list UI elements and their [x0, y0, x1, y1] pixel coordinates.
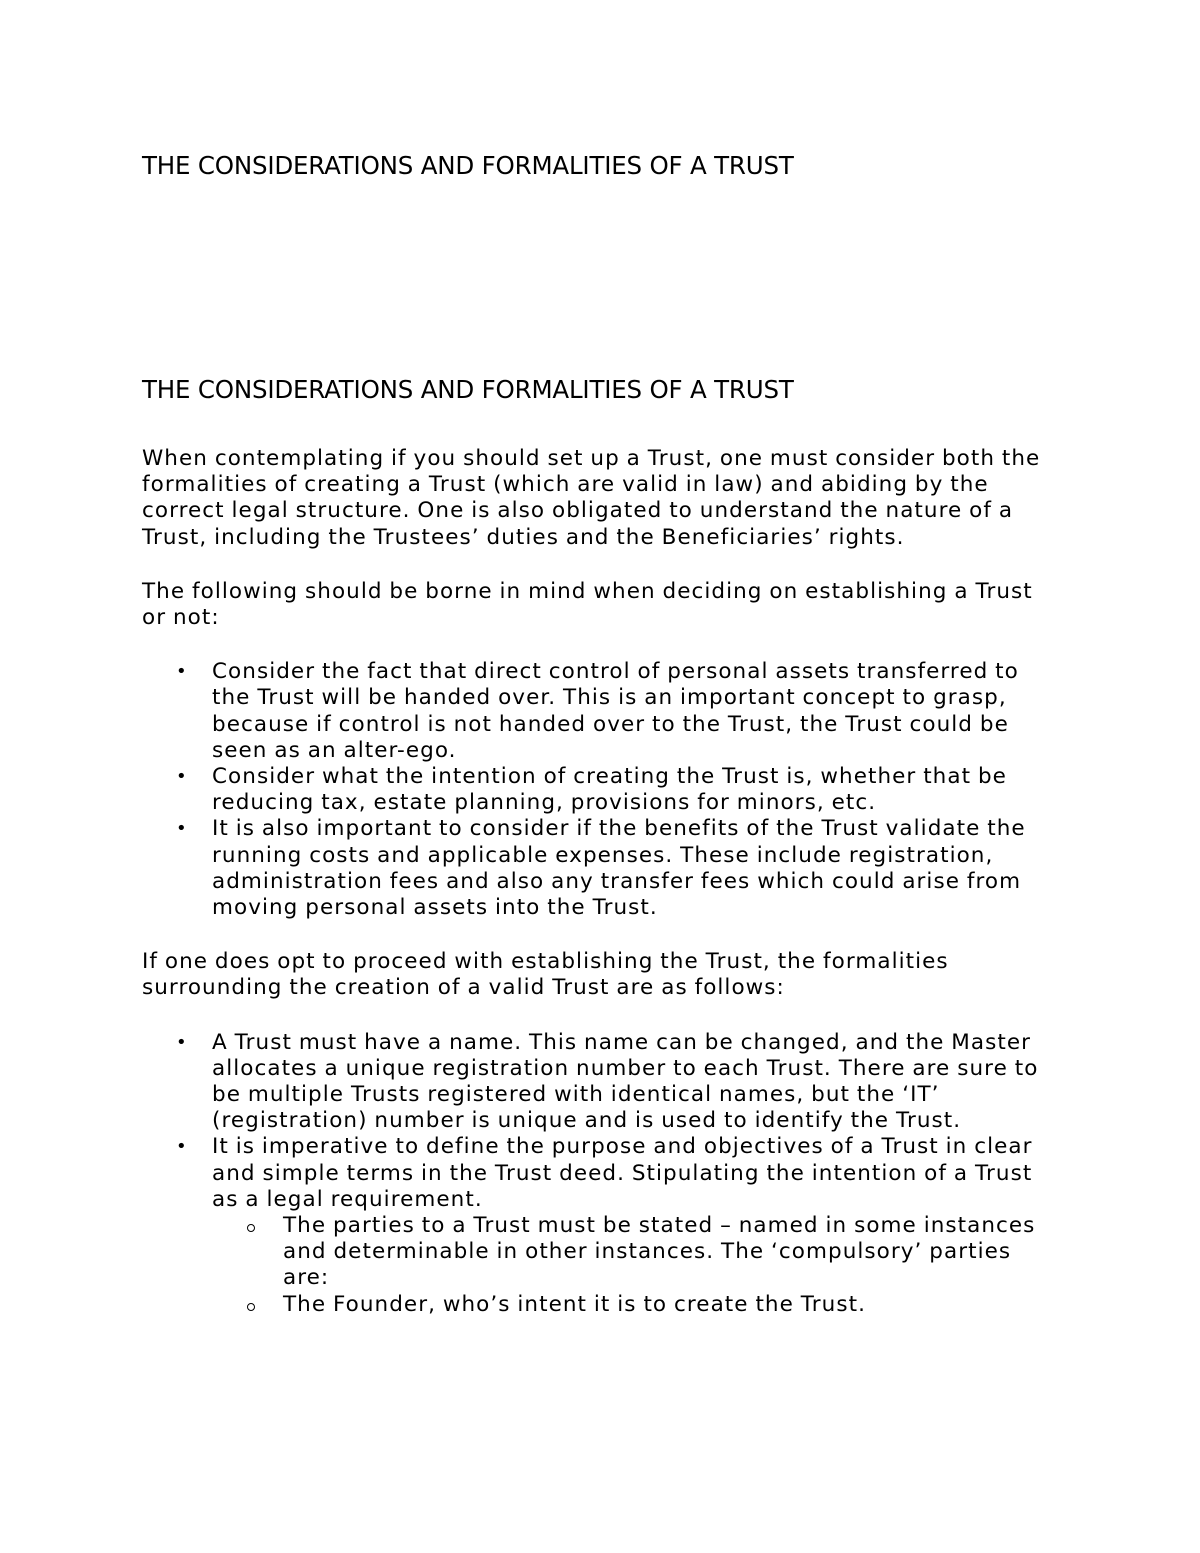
- list-item: [176, 1134, 1062, 1317]
- list-item: [176, 659, 1062, 764]
- list-item-text: It is imperative to define the purpose and objectives of a Trust in clear and simple terms in the Trust deed. Stipulating the intention of a Trust as a legal requirement.: [212, 1134, 1033, 1212]
- list-item-text: It is also important to consider if the benefits of the Trust validate the running costs and applicable expenses. These include registration, administration fees and also any transfer fees which could arise from moving personal assets into the Trust.: [212, 816, 1026, 921]
- bullet-icon: •: [176, 1031, 188, 1053]
- bullet-icon: •: [176, 661, 188, 683]
- sub-list-item-text: The Founder, who’s intent it is to create the Trust.: [283, 1291, 866, 1317]
- sub-list-item: [283, 1213, 1062, 1292]
- list-item: [176, 816, 1062, 921]
- hollow-bullet-icon: [247, 1224, 255, 1232]
- bullet-icon: •: [176, 1136, 188, 1158]
- bullet-icon: •: [176, 766, 188, 788]
- list-item: [176, 764, 1062, 816]
- sub-list-item: [283, 1292, 1062, 1318]
- document-body: [142, 446, 1062, 1318]
- document-title-main: THE CONSIDERATIONS AND FORMALITIES OF A TRUST: [142, 375, 794, 404]
- list-item-text: Consider what the intention of creating the Trust is, whether that be reducing tax, estate planning, provisions for minors, etc.: [212, 764, 1007, 816]
- sub-list: [212, 1213, 1062, 1318]
- considerations-list: [142, 659, 1062, 921]
- formalities-lead: If one does opt to proceed with establishing the Trust, the formalities surrounding the creation of a valid Trust are as follows:: [142, 949, 949, 1001]
- intro-paragraph: When contemplating if you should set up a Trust, one must consider both the formalities of creating a Trust (which are valid in law) and abiding by the correct legal structure. One is also obligated to understand the nature of a Trust, including the Trustees’ duties and the Beneficiaries’ rights.: [142, 446, 1041, 550]
- list-item: [176, 1029, 1062, 1135]
- formalities-list: [142, 1030, 1062, 1318]
- considerations-lead: The following should be borne in mind when deciding on establishing a Trust or not:: [142, 578, 1033, 631]
- bullet-icon: •: [176, 818, 188, 840]
- document-title-top: THE CONSIDERATIONS AND FORMALITIES OF A TRUST: [142, 151, 794, 180]
- list-item-text: A Trust must have a name. This name can be changed, and the Master allocates a unique registration number to each Trust. There are sure to be multiple Trusts registered with identical names, but the ‘IT’ (registration) number is unique and is used to identify the Trust.: [212, 1029, 1039, 1134]
- sub-list-item-text: The parties to a Trust must be stated – named in some instances and determinable in other instances. The ‘compulsory’ parties are:: [283, 1213, 1036, 1291]
- list-item-text: Consider the fact that direct control of personal assets transferred to the Trust will be handed over. This is an important concept to grasp, because if control is not handed over to the Trust, the Trust could be seen as an alter-ego.: [212, 659, 1019, 763]
- hollow-bullet-icon: [247, 1303, 255, 1311]
